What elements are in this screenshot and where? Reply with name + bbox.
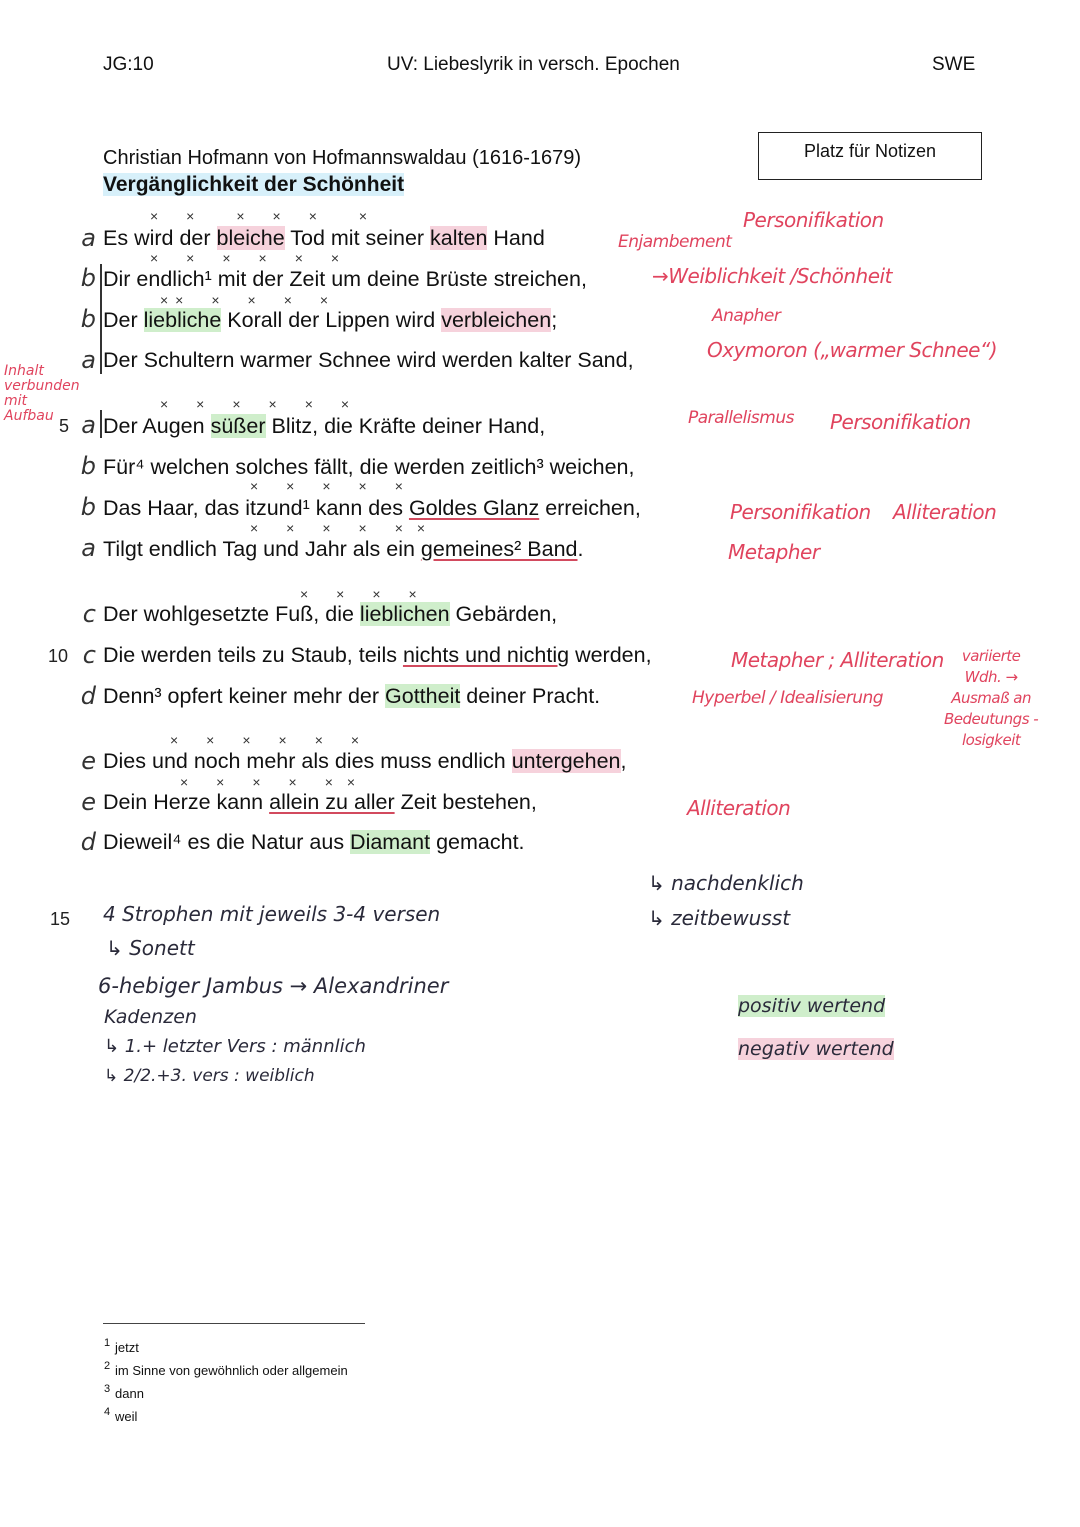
highlight-positive: Gottheit	[385, 684, 461, 708]
verse-line-12	[103, 749, 626, 774]
verse-text: Dieweil⁴ es die Natur aus	[103, 830, 351, 854]
rhyme-letter: b	[80, 452, 96, 480]
footnote-4	[104, 1402, 110, 1420]
side-note-line: verbunden	[4, 378, 80, 394]
poem-author: Christian Hofmann von Hofmannswaldau (1616-1679)	[103, 147, 582, 169]
note-strophen: 4 Strophen mit jeweils 3-4 versen	[103, 902, 441, 926]
verse-text: Dein Herze kann	[103, 790, 270, 814]
side-note-left	[4, 364, 80, 424]
meter-marks: × × × ×	[300, 586, 417, 602]
note-weiblich: ↳ 2/2.+3. vers : weiblich	[104, 1066, 315, 1086]
rhyme-letter: e	[81, 747, 96, 775]
verse-text: Der Augen	[103, 414, 211, 438]
verse-line-11	[103, 684, 600, 709]
notes-box-label: Platz für Notizen	[803, 141, 937, 161]
rhyme-letter: c	[82, 641, 96, 669]
verse-text: Tilgt endlich Tag und Jahr als ein	[103, 537, 421, 561]
line-number-15: 15	[50, 909, 71, 929]
annotation-variierte	[944, 646, 1038, 751]
highlight-positive: liebliche	[143, 308, 222, 332]
footnote-number: 4	[104, 1406, 111, 1418]
footnote-text: weil	[115, 1409, 138, 1424]
verse-text: Das Haar, das itzund¹ kann des	[103, 496, 409, 520]
footnote-2	[104, 1356, 110, 1374]
annotation-metapher-alliteration: Metapher ; Alliteration	[731, 648, 944, 672]
footnote-text: im Sinne von gewöhnlich oder allgemein	[115, 1363, 348, 1378]
footnote-text: dann	[115, 1386, 144, 1401]
annotation-alliteration: Alliteration	[893, 500, 997, 524]
rhyme-letter: d	[80, 828, 96, 856]
meter-marks: × × × × × ×	[150, 208, 368, 224]
verse-text: Der	[103, 308, 144, 332]
verse-text: Tod mit seiner	[284, 226, 431, 250]
rhyme-letter: a	[81, 411, 96, 439]
annotation-personifikation: Personifikation	[830, 410, 971, 434]
highlight-negative: kalten	[430, 226, 488, 250]
annotation-weiblichkeit: →Weiblichkeit /Schönheit	[652, 264, 892, 288]
verse-text: ,	[620, 749, 627, 773]
verse-line-6: Für⁴ welchen solches fällt, die werden zeitlich³ weichen,	[103, 455, 635, 479]
verse-line-14	[103, 830, 525, 855]
annotation-oxymoron: Oxymoron („warmer Schnee“)	[707, 338, 998, 362]
annotation-line: Wdh. →	[964, 668, 1018, 686]
verse-text: Der wohlgesetzte Fuß, die	[103, 602, 360, 626]
annotation-alliteration: Alliteration	[687, 796, 791, 820]
meter-marks: × × × × × ×	[160, 396, 350, 412]
verse-line-8	[103, 537, 583, 562]
rhyme-letter: b	[80, 305, 96, 333]
verse-text: gemacht.	[430, 830, 525, 854]
verse-text: Es wird der	[103, 226, 217, 250]
header-grade: JG:10	[103, 54, 154, 75]
meter-marks: × × × × × ×	[150, 250, 340, 266]
verse-line-7	[103, 496, 641, 521]
note-jambus: 6-hebiger Jambus → Alexandriner	[98, 974, 449, 998]
verse-line-1	[103, 226, 545, 251]
rhyme-letter: b	[80, 493, 96, 521]
poem-title-text: Vergänglichkeit der Schönheit	[103, 173, 405, 196]
verse-line-4: Der Schultern warmer Schnee wird werden kalter Sand,	[103, 348, 634, 372]
underlined-phrase: gemeines² Band	[420, 537, 578, 561]
verse-line-5	[103, 414, 545, 439]
verse-text: Dies und noch mehr als dies muss endlich	[103, 749, 512, 773]
highlight-positive: süßer	[210, 414, 266, 438]
line-number-10: 10	[48, 646, 69, 666]
verse-text: erreichen,	[539, 496, 641, 520]
rhyme-letter: b	[80, 264, 96, 292]
footnote-number: 3	[104, 1383, 111, 1395]
verse-text: Hand	[487, 226, 545, 250]
underlined-phrase: nichts und nichtig	[402, 643, 570, 667]
note-zeitbewusst: ↳ zeitbewusst	[648, 906, 791, 930]
highlight-positive: Diamant	[350, 830, 431, 854]
verse-text: Gebärden,	[449, 602, 558, 626]
verse-text: Blitz, die Kräfte deiner Hand,	[265, 414, 546, 438]
annotation-metapher: Metapher	[728, 540, 820, 564]
annotation-personifikation: Personifikation	[730, 500, 871, 524]
footnote-divider	[103, 1323, 365, 1324]
verse-text: ;	[551, 308, 558, 332]
highlight-positive: lieblichen	[359, 602, 450, 626]
rhyme-letter: a	[81, 224, 96, 252]
annotation-line: losigkeit	[961, 731, 1021, 749]
highlight-negative: bleiche	[216, 226, 285, 250]
verse-text: Die werden teils zu Staub, teils	[103, 643, 403, 667]
verse-text: Zeit bestehen,	[394, 790, 537, 814]
rhyme-letter: a	[81, 346, 96, 374]
annotation-line: Bedeutungs -	[944, 710, 1039, 728]
footnote-number: 2	[104, 1360, 111, 1372]
underlined-phrase: Goldes Glanz	[408, 496, 540, 520]
verse-line-13	[103, 790, 537, 815]
footnote-1	[104, 1333, 110, 1351]
notes-box	[758, 132, 982, 180]
annotation-line: variierte	[961, 647, 1021, 665]
footnote-3	[104, 1379, 110, 1397]
annotation-hyperbel: Hyperbel / Idealisierung	[692, 688, 884, 708]
footnote-number: 1	[104, 1337, 111, 1349]
side-note-line: Inhalt	[4, 363, 44, 379]
stanza2-bracket	[100, 410, 102, 438]
line-number-5: 5	[59, 416, 70, 436]
highlight-negative: untergehen	[511, 749, 621, 773]
note-sonett: ↳ Sonett	[106, 936, 195, 960]
rhyme-letter: e	[81, 788, 96, 816]
note-maennlich: ↳ 1.+ letzter Vers : männlich	[104, 1036, 366, 1057]
highlight-negative: verbleichen	[441, 308, 552, 332]
verse-text: Korall der Lippen wird	[221, 308, 442, 332]
note-nachdenklich: ↳ nachdenklich	[648, 871, 804, 895]
stanza1-bracket	[100, 264, 102, 374]
header-initials: SWE	[932, 54, 976, 75]
legend-positive	[738, 995, 885, 1017]
annotation-parallelismus: Parallelismus	[688, 408, 794, 428]
verse-text: Denn³ opfert keiner mehr der	[103, 684, 386, 708]
verse-line-9	[103, 602, 557, 627]
rhyme-letter: d	[80, 682, 96, 710]
rhyme-letter: a	[81, 534, 96, 562]
verse-line-10	[103, 643, 652, 668]
meter-marks: × × × × × ×	[250, 520, 426, 536]
header-unit: UV: Liebeslyrik in versch. Epochen	[387, 54, 680, 75]
annotation-enjambement: Enjambement	[618, 232, 732, 252]
verse-line-2: Dir endlich¹ mit der Zeit um deine Brüste streichen,	[103, 267, 587, 291]
legend-positive-label: positiv wertend	[738, 995, 886, 1017]
annotation-line: Ausmaß an	[951, 689, 1031, 707]
side-note-line: Aufbau	[4, 408, 54, 424]
annotation-personifikation: Personifikation	[743, 208, 884, 232]
rhyme-letter: c	[82, 600, 96, 628]
legend-negative-label: negativ wertend	[738, 1038, 894, 1060]
verse-text: deiner Pracht.	[460, 684, 601, 708]
verse-line-3	[103, 308, 557, 333]
meter-marks: × × × × × ×	[170, 732, 360, 748]
verse-text: werden,	[569, 643, 652, 667]
meter-marks: × × × × × ×	[180, 774, 356, 790]
underlined-phrase: allein zu aller	[269, 790, 395, 814]
note-kadenzen: Kadenzen	[104, 1006, 197, 1028]
poem-title	[103, 173, 404, 197]
meter-marks: × × × × × ×	[160, 292, 329, 308]
side-note-line: mit	[4, 393, 28, 409]
verse-text: .	[577, 537, 584, 561]
legend-negative	[738, 1038, 894, 1060]
annotation-anapher: Anapher	[712, 306, 781, 326]
footnote-text: jetzt	[115, 1340, 139, 1355]
meter-marks: × × × × ×	[250, 478, 403, 494]
